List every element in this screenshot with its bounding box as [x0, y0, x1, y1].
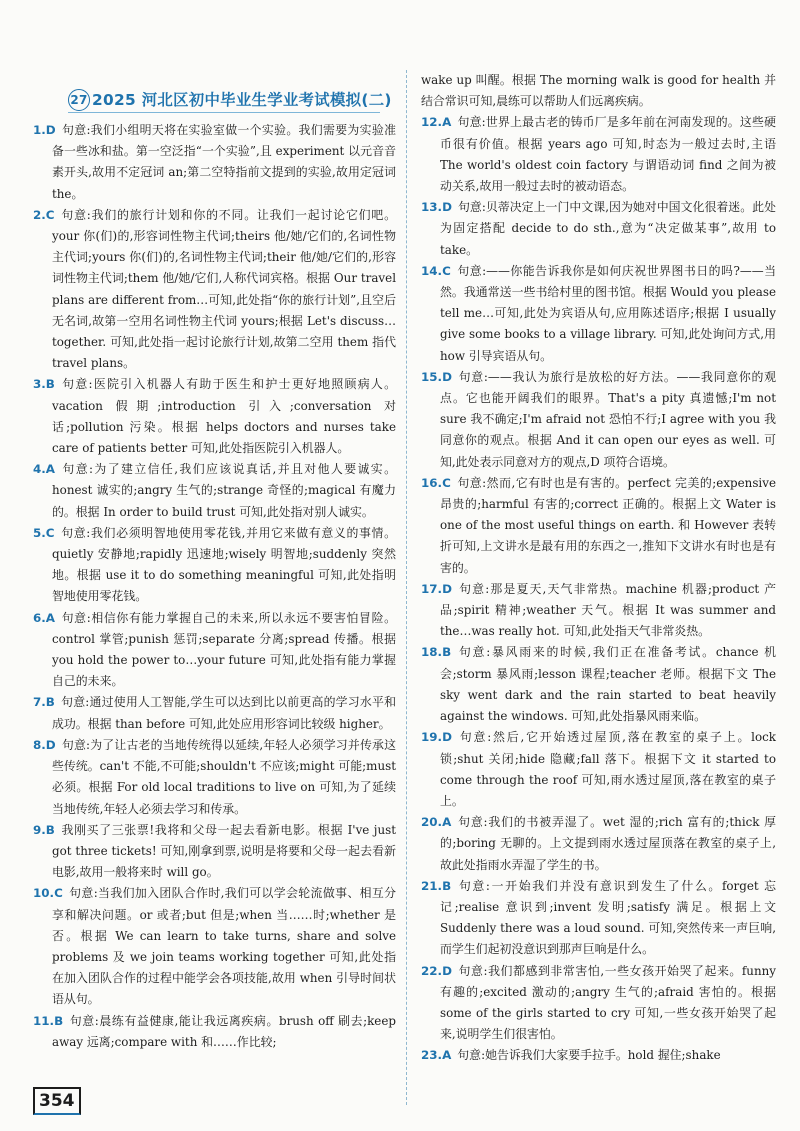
question-number: 12.	[421, 115, 443, 130]
explanation-text: 句意:晨练有益健康,能让我远离疾病。brush off 刷去;keep away 远离;compare with 和……作比较;	[52, 1013, 396, 1049]
answer-item	[421, 473, 776, 579]
explanation-text: 句意:为了让古老的当地传统得以延续,年轻人必须学习并传承这些传统。can't 不能,不可能;shouldn't 不应该;might 可能;must 必须。根据 For old local traditions to live on 可知,为了延续当地传统,年轻人必须去学习和传承。	[52, 737, 396, 816]
answer-item	[421, 112, 776, 197]
explanation-text: 句意:我们的旅行计划和你的不同。让我们一起讨论它们吧。your 你(们)的,形容词性物主代词;theirs 他/她/它们的,名词性物主代词;yours 你(们)的,名词性物主代词;their 他/她/它们的,形容词性物主代词;them 他/她/它们,人称代词宾格。根据 Our travel plans are different from…可知,此处指“你的旅行计划”,且空后无名词,故第一空用名词性物主代词 yours;根据 Let's discuss…together. 可知,此处指一起讨论旅行计划,故第二空用 them 指代 travel plans。	[52, 207, 396, 371]
explanation-text: 句意:然后,它开始透过屋顶,落在教室的桌子上。lock 锁;shut 关闭;hide 隐藏;fall 落下。根据下文 it started to come through the roof 可知,雨水透过屋顶,落在教室的桌子上。	[440, 730, 776, 808]
left-column	[33, 80, 396, 1053]
answer-item	[33, 608, 396, 693]
answer-item	[421, 1045, 776, 1066]
answer-letter: C	[442, 263, 451, 278]
question-number: 6.	[33, 610, 46, 625]
column-divider	[406, 70, 407, 1105]
right-column	[421, 70, 776, 1067]
right-answer-list	[421, 112, 776, 1066]
question-number: 11.	[33, 1013, 55, 1028]
explanation-text: 句意:相信你有能力掌握自己的未来,所以永远不要害怕冒险。control 掌管;punish 惩罚;separate 分离;spread 传播。根据 you hold the power to…your future 可知,此处指有能力掌握自己的未来。	[52, 610, 396, 689]
left-answer-list	[33, 120, 396, 1053]
answer-item	[421, 727, 776, 812]
question-number: 21.	[421, 878, 443, 893]
explanation-text: 句意:医院引入机器人有助于医生和护士更好地照顾病人。vacation 假期;introduction 引入;conversation 对话;pollution 污染。根据 helps doctors and nurses take care of patients better 可知,此处指医院引入机器人。	[52, 377, 396, 456]
explanation-text: 句意:暴风雨来的时候,我们正在准备考试。chance 机会;storm 暴风雨;lesson 课程;teacher 老师。根据下文 The sky went dark and the rain started to beat heavily against the windows. 可知,此处指暴风雨来临。	[440, 645, 776, 724]
question-number: 23.	[421, 1048, 443, 1063]
answer-letter: A	[442, 1048, 452, 1063]
answer-letter: D	[442, 369, 452, 384]
question-number: 20.	[421, 815, 443, 830]
question-number: 22.	[421, 963, 443, 978]
section-title-text: 2025 河北区初中毕业生学业考试模拟(二)	[92, 91, 392, 109]
explanation-text: 句意:为了建立信任,我们应该说真话,并且对他人要诚实。honest 诚实的;angry 生气的;strange 奇怪的;magical 有魔力的。根据 In order to build trust 可知,此处指对别人诚实。	[52, 462, 396, 519]
answer-letter: D	[45, 737, 56, 752]
answer-letter: C	[45, 525, 55, 540]
question-number: 18.	[421, 645, 443, 660]
answer-letter: D	[442, 963, 452, 978]
question-number: 9.	[33, 822, 46, 837]
answer-letter: C	[442, 475, 451, 490]
question-number: 17.	[421, 581, 443, 596]
answer-item	[421, 261, 776, 367]
answer-letter: C	[45, 207, 55, 222]
answer-letter: D	[442, 730, 452, 745]
explanation-text: 句意:世界上最古老的铸币厂是多年前在河南发现的。这些硬币很有价值。根据 years ago 可知,时态为一般过去时,主语 The world's oldest coin factory 与谓语动词 find 之间为被动关系,故用一般过去时的被动语态。	[440, 115, 776, 194]
explanation-text: 句意:当我们加入团队合作时,我们可以学会轮流做事、相互分享和解决问题。or 或者;but 但是;when 当……时;whether 是否。根据 We can learn to take turns, share and solve problems 及 we join teams working together 可知,此处指在加入团队合作的过程中能学会各项技能,故用 when 引导时间状语从句。	[52, 886, 396, 1007]
answer-letter: D	[45, 123, 56, 137]
question-number: 10.	[33, 886, 55, 901]
answer-item	[33, 205, 396, 375]
answer-letter: C	[54, 886, 63, 901]
explanation-text: 句意:然而,它有时也是有害的。perfect 完美的;expensive 昂贵的;harmful 有害的;correct 正确的。根据上文 Water is one of the most useful things on earth. 和 However 表转折可知,上文讲水是最有用的东西之一,推知下文讲水有时也是有害的。	[440, 475, 776, 575]
page-number: 354	[33, 1087, 81, 1115]
answer-letter: B	[442, 878, 452, 893]
title-spacer	[33, 80, 396, 120]
explanation-text: 句意:我们小组明天将在实验室做一个实验。我们需要为实验准备一些冰和盐。第一空泛指“一个实验”,且 experiment 以元音音素开头,故用不定冠词 an;第二空特指前文提到的实验,故用定冠词 the。	[52, 123, 396, 201]
answer-letter: B	[45, 377, 55, 392]
answer-item	[421, 642, 776, 727]
question-number: 13.	[421, 200, 443, 215]
explanation-text: 句意:我们的书被弄湿了。wet 湿的;rich 富有的;thick 厚的;boring 无聊的。上文提到雨水透过屋顶落在教室的桌子上,故此处指雨水弄湿了学生的书。	[440, 815, 776, 872]
explanation-text: 句意:一开始我们并没有意识到发生了什么。forget 忘记;realise 意识到;invent 发明;satisfy 满足。根据上文 Suddenly there was a loud sound. 可知,突然传来一声巨响,而学生们起初没意识到那声巨响是什么。	[440, 878, 776, 957]
question-number: 3.	[33, 377, 46, 392]
answer-letter: A	[442, 115, 452, 130]
answer-item	[421, 367, 776, 473]
answer-item	[421, 876, 776, 961]
answer-item	[421, 812, 776, 876]
continued-explanation: wake up 叫醒。根据 The morning walk is good for health 并结合常识可知,晨练可以帮助人们远离疾病。	[421, 73, 776, 109]
answer-item	[33, 459, 396, 523]
explanation-text: 句意:她告诉我们大家要手拉手。hold 握住;shake	[457, 1048, 721, 1063]
question-number: 15.	[421, 369, 443, 384]
explanation-text: 句意:我们都感到非常害怕,一些女孩开始哭了起来。funny 有趣的;excited 激动的;angry 生气的;afraid 害怕的。根据 some of the girls started to cry 可知,一些女孩开始哭了起来,说明学生们很害怕。	[440, 963, 776, 1042]
explanation-text: 句意:——我认为旅行是放松的好方法。——我同意你的观点。它也能开阔我们的眼界。That's a pity 真遗憾;I'm not sure 我不确定;I'm afraid not 恐怕不行;I agree with you 我同意你的观点。根据 And it can open our eyes as well. 可知,此处表示同意对方的观点,D 项符合语境。	[440, 369, 776, 469]
answer-letter: B	[45, 822, 55, 837]
section-number-badge: 27	[68, 89, 90, 111]
answer-item	[33, 523, 396, 608]
question-number: 2.	[33, 207, 46, 222]
answer-item	[33, 692, 396, 734]
answer-item	[33, 120, 396, 205]
answer-letter: B	[45, 695, 55, 710]
explanation-text: 句意:贝蒂决定上一门中文课,因为她对中国文化很着迷。此处为固定搭配 decide to do sth.,意为“决定做某事”,故用 to take。	[440, 200, 776, 257]
explanation-text: 句意:——你能告诉我你是如何庆祝世界图书日的吗?——当然。我通常送一些书给村里的图书馆。根据 Would you please tell me…可知,此处为宾语从句,应用陈述语序;根据 I usually give some books to a village library. 可知,此处询问方式,用 how 引导宾语从句。	[440, 263, 776, 363]
answer-letter: A	[442, 815, 452, 830]
explanation-text: 句意:那是夏天,天气非常热。machine 机器;product 产品;spirit 精神;weather 天气。根据 It was summer and the…was really hot. 可知,此处指天气非常炎热。	[440, 581, 776, 639]
answer-item	[33, 1011, 396, 1053]
answer-letter: B	[54, 1013, 64, 1028]
question-number: 1.	[33, 123, 46, 137]
explanation-text: 句意:通过使用人工智能,学生可以达到比以前更高的学习水平和成功。根据 than before 可知,此处应用形容词比较级 higher。	[52, 695, 396, 731]
question-number: 4.	[33, 462, 46, 477]
explanation-text: 句意:我们必须明智地使用零花钱,并用它来做有意义的事情。quietly 安静地;rapidly 迅速地;wisely 明智地;suddenly 突然地。根据 use it to do something meaningful 可知,此处指明智地使用零花钱。	[52, 525, 396, 604]
answer-item	[33, 374, 396, 459]
question-number: 7.	[33, 695, 46, 710]
answer-item	[33, 883, 396, 1010]
answer-letter: A	[45, 610, 55, 625]
answer-letter: A	[45, 462, 55, 477]
explanation-text: 我刚买了三张票!我将和父母一起去看新电影。根据 I've just got three tickets! 可知,刚拿到票,说明是将要和父母一起去看新电影,故用一般将来时 will go。	[52, 822, 396, 880]
question-number: 14.	[421, 263, 443, 278]
answer-item	[33, 735, 396, 820]
answer-letter: D	[442, 200, 452, 215]
answer-letter: D	[442, 581, 452, 596]
answer-item	[421, 579, 776, 643]
question-number: 19.	[421, 730, 443, 745]
question-number: 8.	[33, 737, 46, 752]
answer-item	[33, 820, 396, 884]
question-number: 5.	[33, 525, 46, 540]
answer-letter: B	[442, 645, 452, 660]
answer-item	[421, 197, 776, 261]
question-number: 16.	[421, 475, 443, 490]
answer-item	[421, 961, 776, 1046]
